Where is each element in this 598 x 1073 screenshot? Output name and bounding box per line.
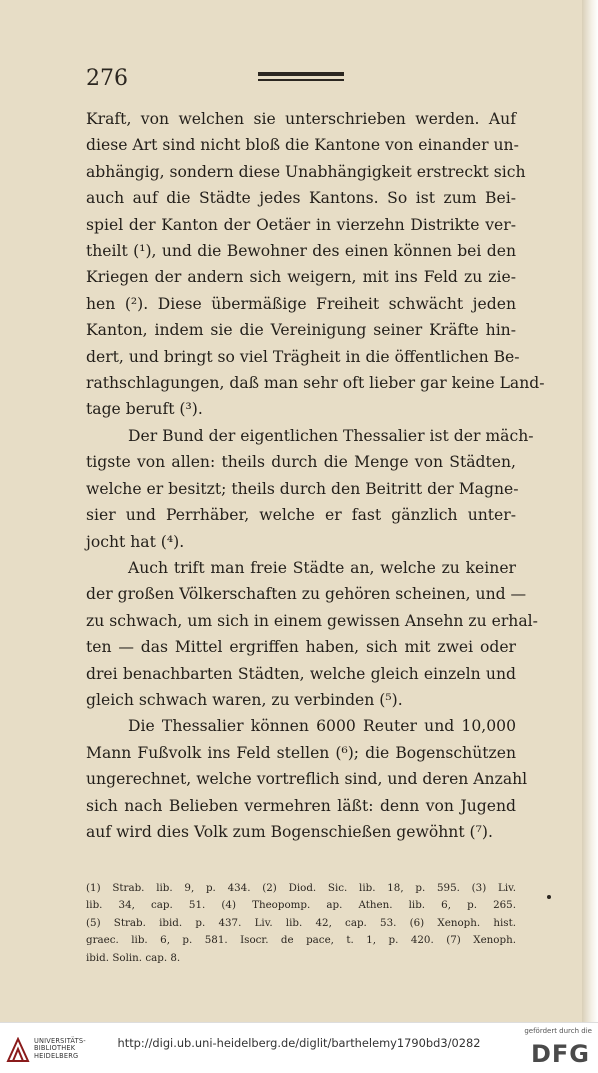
text-line: auf wird dies Volk zum Bogenschießen gewöhnt (⁷). bbox=[86, 822, 493, 841]
text-line: ten — das Mittel ergriffen haben, sich mit zwei oder bbox=[86, 638, 516, 657]
body-text bbox=[86, 106, 545, 845]
funded-by-label: gefördert durch die bbox=[524, 1027, 592, 1035]
footnote-line: graec. lib. 6, p. 581. Isocr. de pace, t. 1, p. 420. (7) Xenoph. bbox=[86, 934, 516, 947]
header-double-rule bbox=[258, 72, 344, 84]
ink-speck bbox=[547, 895, 551, 899]
text-line: zu schwach, um sich in einem gewissen Ansehn zu erhal- bbox=[86, 611, 538, 630]
text-line: drei benachbarten Städten, welche gleich einzeln und bbox=[86, 664, 516, 683]
footnote-line: (1) Strab. lib. 9, p. 434. (2) Diod. Sic. lib. 18, p. 595. (3) Liv. bbox=[86, 882, 516, 894]
text-line: Kraft, von welchen sie unterschrieben werden. Auf bbox=[86, 110, 516, 128]
text-line: sich nach Belieben vermehren läßt: denn von Jugend bbox=[86, 796, 516, 815]
text-line: spiel der Kanton der Oetäer in vierzehn Distrikte ver- bbox=[86, 215, 516, 234]
text-line: Kriegen der andern sich weigern, mit ins Feld zu zie- bbox=[86, 268, 516, 287]
text-line: welche er besitzt; theils durch den Beitritt der Magne- bbox=[86, 479, 519, 498]
text-line: Mann Fußvolk ins Feld stellen (⁶); die Bogenschützen bbox=[86, 743, 516, 762]
text-line: dert, und bringt so viel Trägheit in die öffentlichen Be- bbox=[86, 347, 520, 366]
text-line: abhängig, sondern diese Unabhängigkeit erstreckt sich bbox=[86, 162, 526, 181]
library-name: UNIVERSITÄTS- BIBLIOTHEK HEIDELBERG bbox=[34, 1037, 86, 1060]
text-line: tigste von allen: theils durch die Menge von Städten, bbox=[86, 453, 516, 472]
page-edge bbox=[582, 0, 598, 1022]
text-line: tage beruft (³). bbox=[86, 400, 203, 419]
text-line: der großen Völkerschaften zu gehören scheinen, und — bbox=[86, 585, 527, 604]
page-number: 276 bbox=[86, 66, 128, 91]
text-line: theilt (¹), und die Bewohner des einen können bei den bbox=[86, 242, 516, 261]
text-line: Auch trift man freie Städte an, welche zu keiner bbox=[128, 558, 516, 577]
text-line: Die Thessalier können 6000 Reuter und 10,000 bbox=[128, 717, 516, 736]
text-line: diese Art sind nicht bloß die Kantone von einander un- bbox=[86, 136, 519, 155]
footnotes bbox=[86, 880, 516, 967]
footnote-line: lib. 34, cap. 51. (4) Theopomp. ap. Athen. lib. 6, p. 265. bbox=[86, 899, 516, 912]
text-line: gleich schwach waren, zu verbinden (⁵). bbox=[86, 690, 403, 709]
text-line: rathschlagungen, daß man sehr oft lieber gar keine Land- bbox=[86, 374, 545, 393]
text-line: Der Bund der eigentlichen Thessalier ist der mäch- bbox=[128, 426, 534, 445]
text-line: sier und Perrhäber, welche er fast gänzlich unter- bbox=[86, 506, 516, 525]
dfg-logo: DFG bbox=[530, 1040, 590, 1068]
text-line: ungerechnet, welche vortreflich sind, und deren Anzahl bbox=[86, 770, 528, 789]
text-line: Kanton, indem sie die Vereinigung seiner Kräfte hin- bbox=[86, 321, 516, 340]
text-line: auch auf die Städte jedes Kantons. So ist zum Bei- bbox=[86, 189, 516, 208]
permalink-url[interactable]: http://digi.ub.uni-heidelberg.de/diglit/barthelemy1790bd3/0282 bbox=[117, 1036, 481, 1050]
text-line: jocht hat (⁴). bbox=[86, 532, 185, 551]
footnote-line: (5) Strab. ibid. p. 437. Liv. lib. 42, cap. 53. (6) Xenoph. hist. bbox=[86, 916, 516, 929]
footnote-line: ibid. Solin. cap. 8. bbox=[86, 951, 181, 964]
text-line: hen (²). Diese übermäßige Freiheit schwächt jeden bbox=[86, 294, 516, 313]
